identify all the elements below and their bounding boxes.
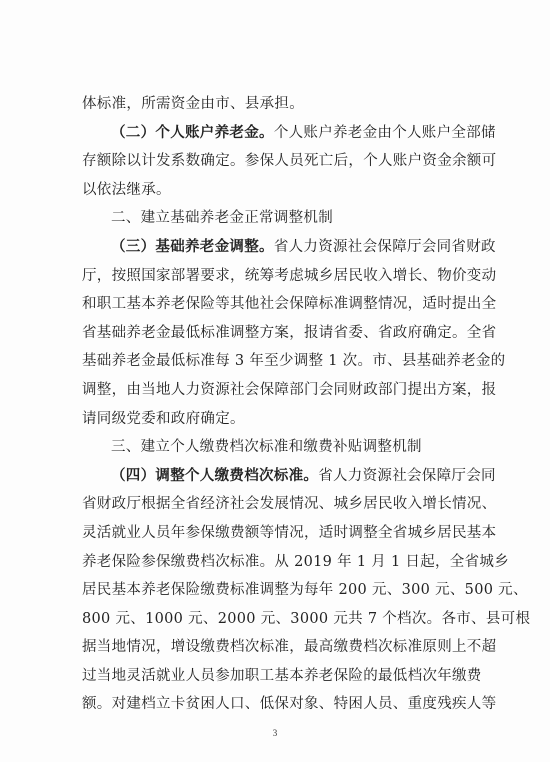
subsection-heading-2: （二）个人账户养老金。 — [111, 124, 274, 141]
text-line: 额。对建档立卡贫困人口、低保对象、特困人员、重度残疾人等 — [82, 696, 497, 713]
text-line: 存额除以计发系数确定。参保人员死亡后，个人账户资金余额可 — [82, 153, 497, 170]
text-line: 体标准，所需资金由市、县承担。 — [82, 96, 304, 112]
text-line: 据当地情况，增设缴费档次标准，最高缴费档次标准原则上不超 — [82, 639, 497, 656]
section-title-3: 三、建立个人缴费档次标准和缴费补贴调整机制 — [111, 439, 422, 456]
text-line: 灵活就业人员年参保缴费额等情况，适时调整全省城乡居民基本 — [82, 524, 497, 541]
text-line: 个人账户养老金由个人账户全部储 — [273, 124, 496, 141]
text-line: 省人力资源社会保障厅会同省财政 — [273, 238, 496, 255]
text-line: 省基础养老金最低标准调整方案，报请省委、省政府确定。全省 — [82, 324, 497, 341]
text-line: 800 元、1000 元、2000 元、3000 元共 7 个档次。各市、县可根 — [82, 610, 531, 627]
text-line: 调整，由当地人力资源社会保障部门会同财政部门提出方案，报 — [82, 381, 497, 398]
text-line: 过当地灵活就业人员参加职工基本养老保险的最低档次年缴费 — [82, 667, 482, 684]
section-title-2: 二、建立基础养老金正常调整机制 — [111, 210, 333, 227]
text-line: 和职工基本养老保险等其他社会保障标准调整情况，适时提出全 — [82, 296, 497, 313]
paragraph-4-first-line — [82, 462, 496, 491]
text-line: 省财政厅根据全省经济社会发展情况、城乡居民收入增长情况、 — [82, 496, 497, 513]
text-line: 居民基本养老保险缴费标准调整为每年 200 元、300 元、500 元、 — [82, 582, 528, 599]
page-number: 3 — [272, 728, 278, 738]
text-line: 基础养老金最低标准每 3 年至少调整 1 次。市、县基础养老金的 — [82, 353, 506, 370]
document-body — [82, 90, 531, 719]
subsection-heading-4: （四）调整个人缴费档次标准。 — [111, 467, 319, 484]
text-line: 请同级党委和政府确定。 — [82, 410, 245, 427]
subsection-heading-3: （三）基础养老金调整。 — [111, 238, 274, 255]
text-line: 养老保险参保缴费档次标准。从 2019 年 1 月 1 日起，全省城乡 — [82, 553, 510, 570]
paragraph-2-first-line — [82, 119, 496, 148]
paragraph-3-first-line — [82, 233, 496, 262]
text-line: 以依法继承。 — [82, 181, 171, 198]
text-line: 厅，按照国家部署要求，统筹考虑城乡居民收入增长、物价变动 — [82, 267, 497, 284]
text-line: 省人力资源社会保障厅会同 — [318, 467, 496, 484]
